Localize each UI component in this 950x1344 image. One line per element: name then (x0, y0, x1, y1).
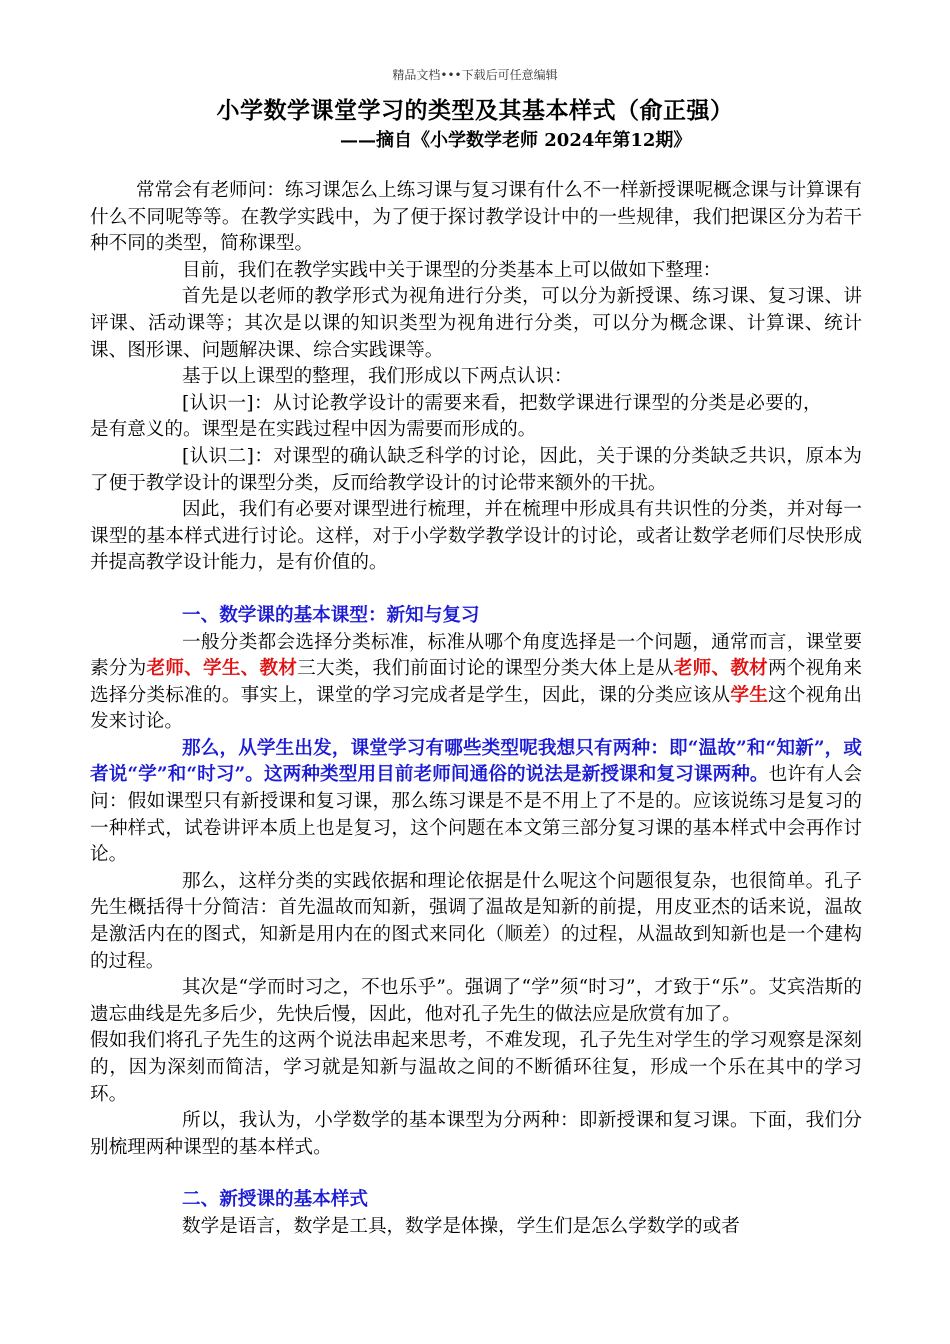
section-heading-2: 二、新授课的基本样式 (182, 1189, 368, 1211)
text: [认识一]：从讨论教学设计的需要来看，把数学课进行课型的分类是必要的， (182, 392, 822, 414)
paragraph: 首先是以老师的教学形式为视角进行分类，可以分为新授课、练习课、复习课、讲评课、活动课等；其次是以课的知识类型为视角进行分类，可以分为概念课、计算课、统计课、图形课、问题解决课、综合实践课等。 (90, 286, 862, 361)
section-heading-1: 一、数学课的基本课型：新知与复习 (182, 604, 480, 626)
text: 是有意义的。课型是在实践过程中因为需要而形成的。 (90, 419, 537, 441)
paragraph: 假如我们将孔子先生的这两个说法串起来思考，不难发现，孔子先生对学生的学习观察是深刻的，因为深刻而简洁，学习就是知新与温故之间的不断循环往复，形成一个乐在其中的学习环。 (90, 1030, 862, 1105)
paragraph: 目前，我们在教学实践中关于课型的分类基本上可以做如下整理： (182, 259, 722, 281)
document-subtitle: ——摘自《小学数学老师 2024年第12期》 (340, 130, 692, 151)
text: 也许有人会问：假如课型只有新授课和复习课，那么练习课是不是不用上了不是的。应该说练习是复习的一种样式，试卷讲评本质上也是复习，这个问题在本文第三部分复习课的基本样式中会再作讨论。 (90, 764, 862, 866)
emphasis-text: 学生 (730, 684, 769, 706)
paragraph: 数学是语言，数学是工具，数学是体操，学生们是怎么学数学的或者 (182, 1215, 740, 1237)
paragraph: 因此，我们有必要对课型进行梳理，并在梳理中形成具有共识性的分类，并对每一课型的基本样式进行讨论。这样，对于小学数学教学设计的讨论，或者让数学老师们尽快形成并提高教学设计能力，是有价值的。 (90, 499, 862, 574)
paragraph (90, 630, 862, 736)
paragraph (90, 736, 862, 869)
header-note: 精品文档•••下载后可任意编辑 (392, 68, 558, 82)
paragraph: 所以，我认为，小学数学的基本课型为分两种：即新授课和复习课。下面，我们分别梳理两种课型的基本样式。 (90, 1110, 862, 1158)
text: 这个视角出发来讨论。 (90, 684, 862, 733)
document-title: 小学数学课堂学习的类型及其基本样式（俞正强） (216, 97, 734, 124)
paragraph: 那么，这样分类的实践依据和理论依据是什么呢这个问题很复杂，也很简单。孔子先生概括得十分简洁：首先温故而知新，强调了温故是知新的前提，用皮亚杰的话来说，温故是激活内在的图式，知新是用内在的图式来同化（顺差）的过程，从温故到知新也是一个建构的过程。 (90, 870, 862, 972)
document-body (90, 178, 862, 1241)
emphasis-text: 那么，从学生出发，课堂学习有哪些类型呢我想只有两种：即“温故”和“知新”，或者说“学”和“时习”。这两种类型用目前老师间通俗的说法是新授课和复习课两种。 (90, 737, 862, 786)
emphasis-text: 老师、教材 (673, 658, 769, 680)
paragraph-recognition-1 (90, 391, 862, 444)
text: 两个视角来选择分类标准的。事实上，课堂的学习完成者是学生，因此，课的分类应该从 (90, 658, 862, 706)
paragraph-intro: 常常会有老师问：练习课怎么上练习课与复习课有什么不一样新授课呢概念课与计算课有什么不同呢等等。在教学实践中，为了便于探讨教学设计中的一些规律，我们把课区分为若干种不同的类型，简称课型。 (90, 180, 862, 255)
paragraph: 基于以上课型的整理，我们形成以下两点认识： (182, 366, 573, 388)
paragraph: 其次是“学而时习之，不也乐乎”。强调了“学”须“时习”，才致于“乐”。艾宾浩斯的遗忘曲线是先多后少，先快后慢，因此，他对孔子先生的做法应是欣赏有加了。 (90, 977, 862, 1025)
emphasis-text: 老师、学生、教材 (146, 658, 298, 680)
text: 一般分类都会选择分类标准，标准从哪个角度选择是一个问题，通常而言，课堂要素分为 (90, 631, 862, 680)
text: 三大类，我们前面讨论的课型分类大体上是从 (297, 658, 674, 680)
paragraph-recognition-2: [认识二]：对课型的确认缺乏科学的讨论，因此，关于课的分类缺乏共识，原本为了便于教学设计的课型分类，反而给教学设计的讨论带来额外的干扰。 (90, 445, 862, 494)
